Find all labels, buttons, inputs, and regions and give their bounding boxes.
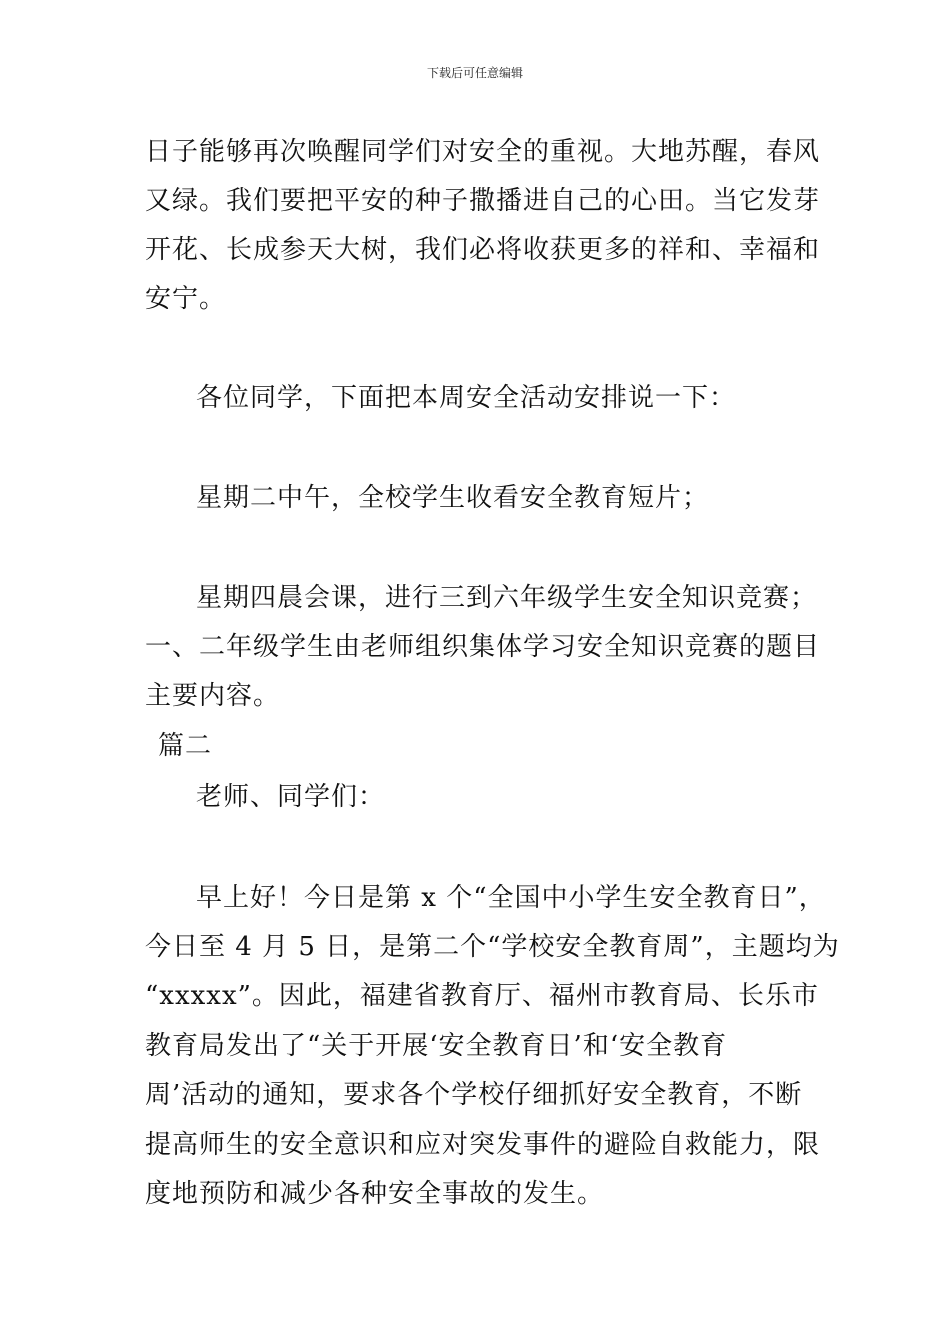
greeting-line: 老师、同学们： bbox=[196, 782, 386, 812]
paragraph-line: “xxxxx”。因此，福建省教育厅、福州市教育局、长乐市 bbox=[145, 981, 819, 1011]
paragraph-line: 早上好！今日是第 x 个“全国中小学生安全教育日”， bbox=[196, 883, 826, 913]
paragraph-line: 周’活动的通知，要求各个学校仔细抓好安全教育，不断 bbox=[145, 1080, 803, 1110]
paragraph-line: 教育局发出了“关于开展‘安全教育日’和‘安全教育 bbox=[145, 1031, 728, 1061]
page-header-note: 下载后可任意编辑 bbox=[426, 66, 523, 80]
section-title: 篇二 bbox=[158, 731, 213, 761]
paragraph-line: 今日至 4 月 5 日，是第二个“学校安全教育周”，主题均为 bbox=[145, 932, 840, 962]
paragraph-line: 开花、长成参天大树，我们必将收获更多的祥和、幸福和 bbox=[145, 235, 821, 265]
paragraph-line: 星期二中午，全校学生收看安全教育短片； bbox=[196, 483, 710, 513]
paragraph-line: 星期四晨会课，进行三到六年级学生安全知识竞赛； bbox=[196, 583, 818, 613]
paragraph-line: 提高师生的安全意识和应对突发事件的避险自救能力，限 bbox=[145, 1130, 821, 1160]
paragraph-line: 一、二年级学生由老师组织集体学习安全知识竞赛的题目 bbox=[145, 632, 821, 662]
paragraph-line: 主要内容。 bbox=[145, 681, 281, 711]
paragraph-line: 又绿。我们要把平安的种子撒播进自己的心田。当它发芽 bbox=[145, 186, 821, 216]
paragraph-line: 各位同学，下面把本周安全活动安排说一下： bbox=[196, 383, 737, 413]
paragraph-line: 安宁。 bbox=[145, 284, 227, 314]
paragraph-line: 日子能够再次唤醒同学们对安全的重视。大地苏醒，春风 bbox=[145, 137, 821, 167]
paragraph-line: 度地预防和减少各种安全事故的发生。 bbox=[145, 1179, 605, 1209]
